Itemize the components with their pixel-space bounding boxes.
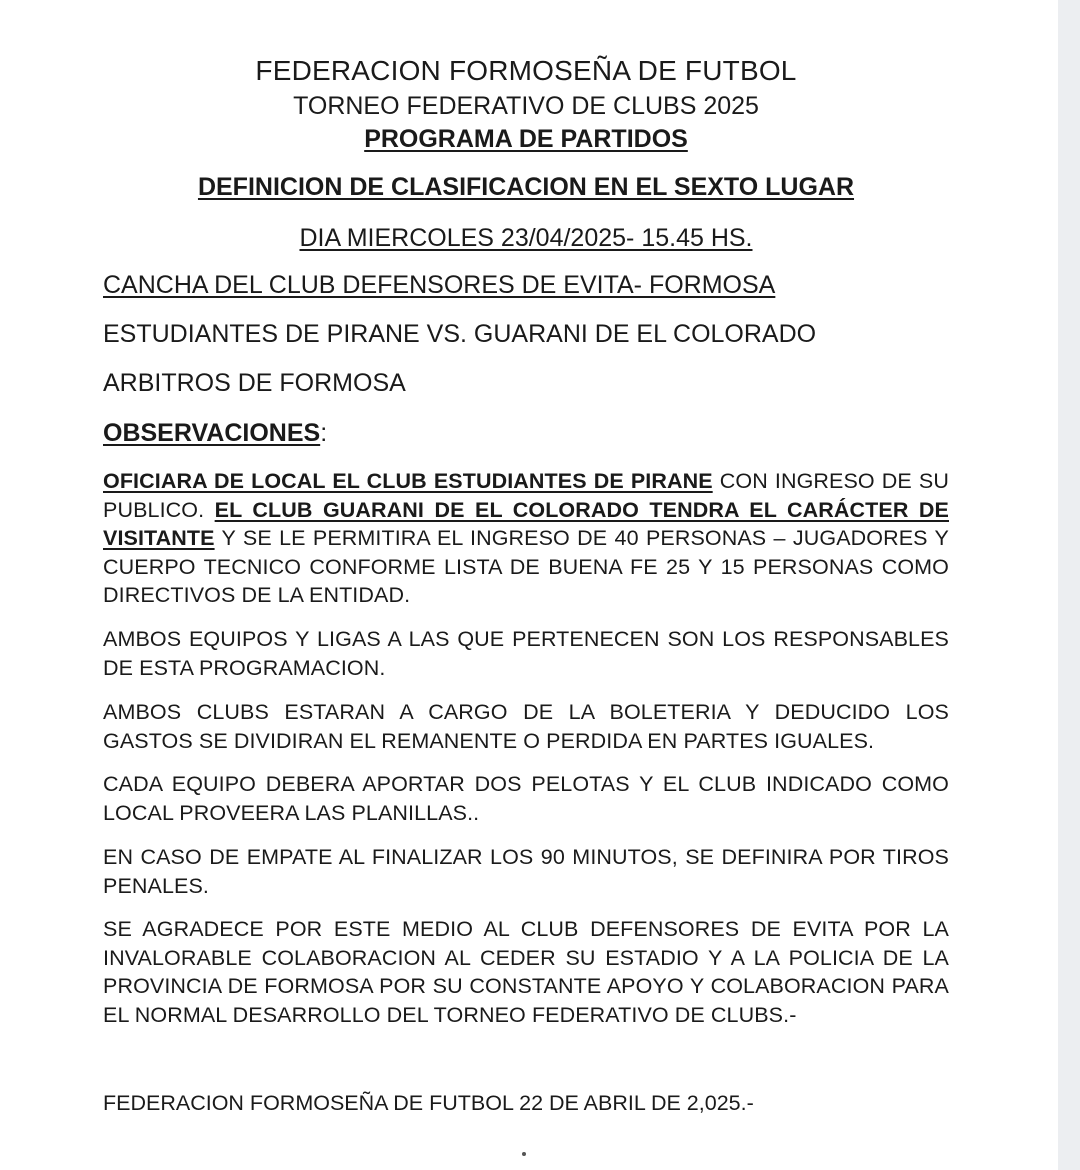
visitor-club-details: Y SE LE PERMITIRA EL INGRESO DE 40 PERSONAS – JUGADORES Y CUERPO TECNICO CONFORME LISTA DE BUENA FE 25 Y 15 PERSONAS COMO DIRECTIVOS DE LA ENTIDAD. <box>103 526 949 607</box>
tournament-title: TORNEO FEDERATIVO DE CLUBS 2025 <box>293 92 759 120</box>
observation-paragraph-thanks: SE AGRADECE POR ESTE MEDIO AL CLUB DEFENSORES DE EVITA POR LA INVALORABLE COLABORACION AL CEDER SU ESTADIO Y A LA POLICIA DE LA PROVINCIA DE FORMOSA POR SU CONSTANTE APOYO Y COLABORACION PARA EL NORMAL DESARROLLO DEL TORNEO FEDERATIVO DE CLUBS.- <box>103 917 949 1027</box>
local-club-details: CON INGRESO DE SU PUBLICO. <box>103 469 950 522</box>
observations-heading-colon: : <box>320 419 328 447</box>
observations-heading-text: OBSERVACIONES <box>103 419 321 447</box>
definition-title: DEFINICION DE CLASIFICACION EN EL SEXTO LUGAR <box>197 173 855 201</box>
observation-paragraph-local-visitor <box>103 467 949 610</box>
local-club-statement: OFICIARA DE LOCAL EL CLUB ESTUDIANTES DE PIRANE <box>103 469 713 493</box>
scroll-margin <box>1058 0 1080 1170</box>
program-title: PROGRAMA DE PARTIDOS <box>364 125 688 153</box>
signature-line: FEDERACION FORMOSEÑA DE FUTBOL 22 DE ABRIL DE 2,025.- <box>103 1091 754 1115</box>
observation-paragraph-ticketing: AMBOS CLUBS ESTARAN A CARGO DE LA BOLETERIA Y DEDUCIDO LOS GASTOS SE DIVIDIRAN EL REMANENTE O PERDIDA EN PARTES IGUALES. <box>103 700 949 753</box>
observation-paragraph-balls: CADA EQUIPO DEBERA APORTAR DOS PELOTAS Y EL CLUB INDICADO COMO LOCAL PROVEERA LAS PLANILLAS.. <box>103 772 949 825</box>
match-teams: ESTUDIANTES DE PIRANE VS. GUARANI DE EL COLORADO <box>103 320 817 348</box>
observation-paragraph-responsibility: AMBOS EQUIPOS Y LIGAS A LAS QUE PERTENECEN SON LOS RESPONSABLES DE ESTA PROGRAMACION. <box>103 627 949 680</box>
match-referees: ARBITROS DE FORMOSA <box>103 369 406 397</box>
federation-title: FEDERACION FORMOSEÑA DE FUTBOL <box>255 55 797 86</box>
match-venue: CANCHA DEL CLUB DEFENSORES DE EVITA- FORMOSA <box>103 271 776 299</box>
observations-heading <box>103 419 327 448</box>
match-date-time: DIA MIERCOLES 23/04/2025- 15.45 HS. <box>299 224 753 252</box>
observation-paragraph-tiebreak: EN CASO DE EMPATE AL FINALIZAR LOS 90 MINUTOS, SE DEFINIRA POR TIROS PENALES. <box>103 845 949 898</box>
page-dot <box>522 1152 526 1156</box>
visitor-club-statement: EL CLUB GUARANI DE EL COLORADO TENDRA EL CARÁCTER DE VISITANTE <box>103 497 949 550</box>
